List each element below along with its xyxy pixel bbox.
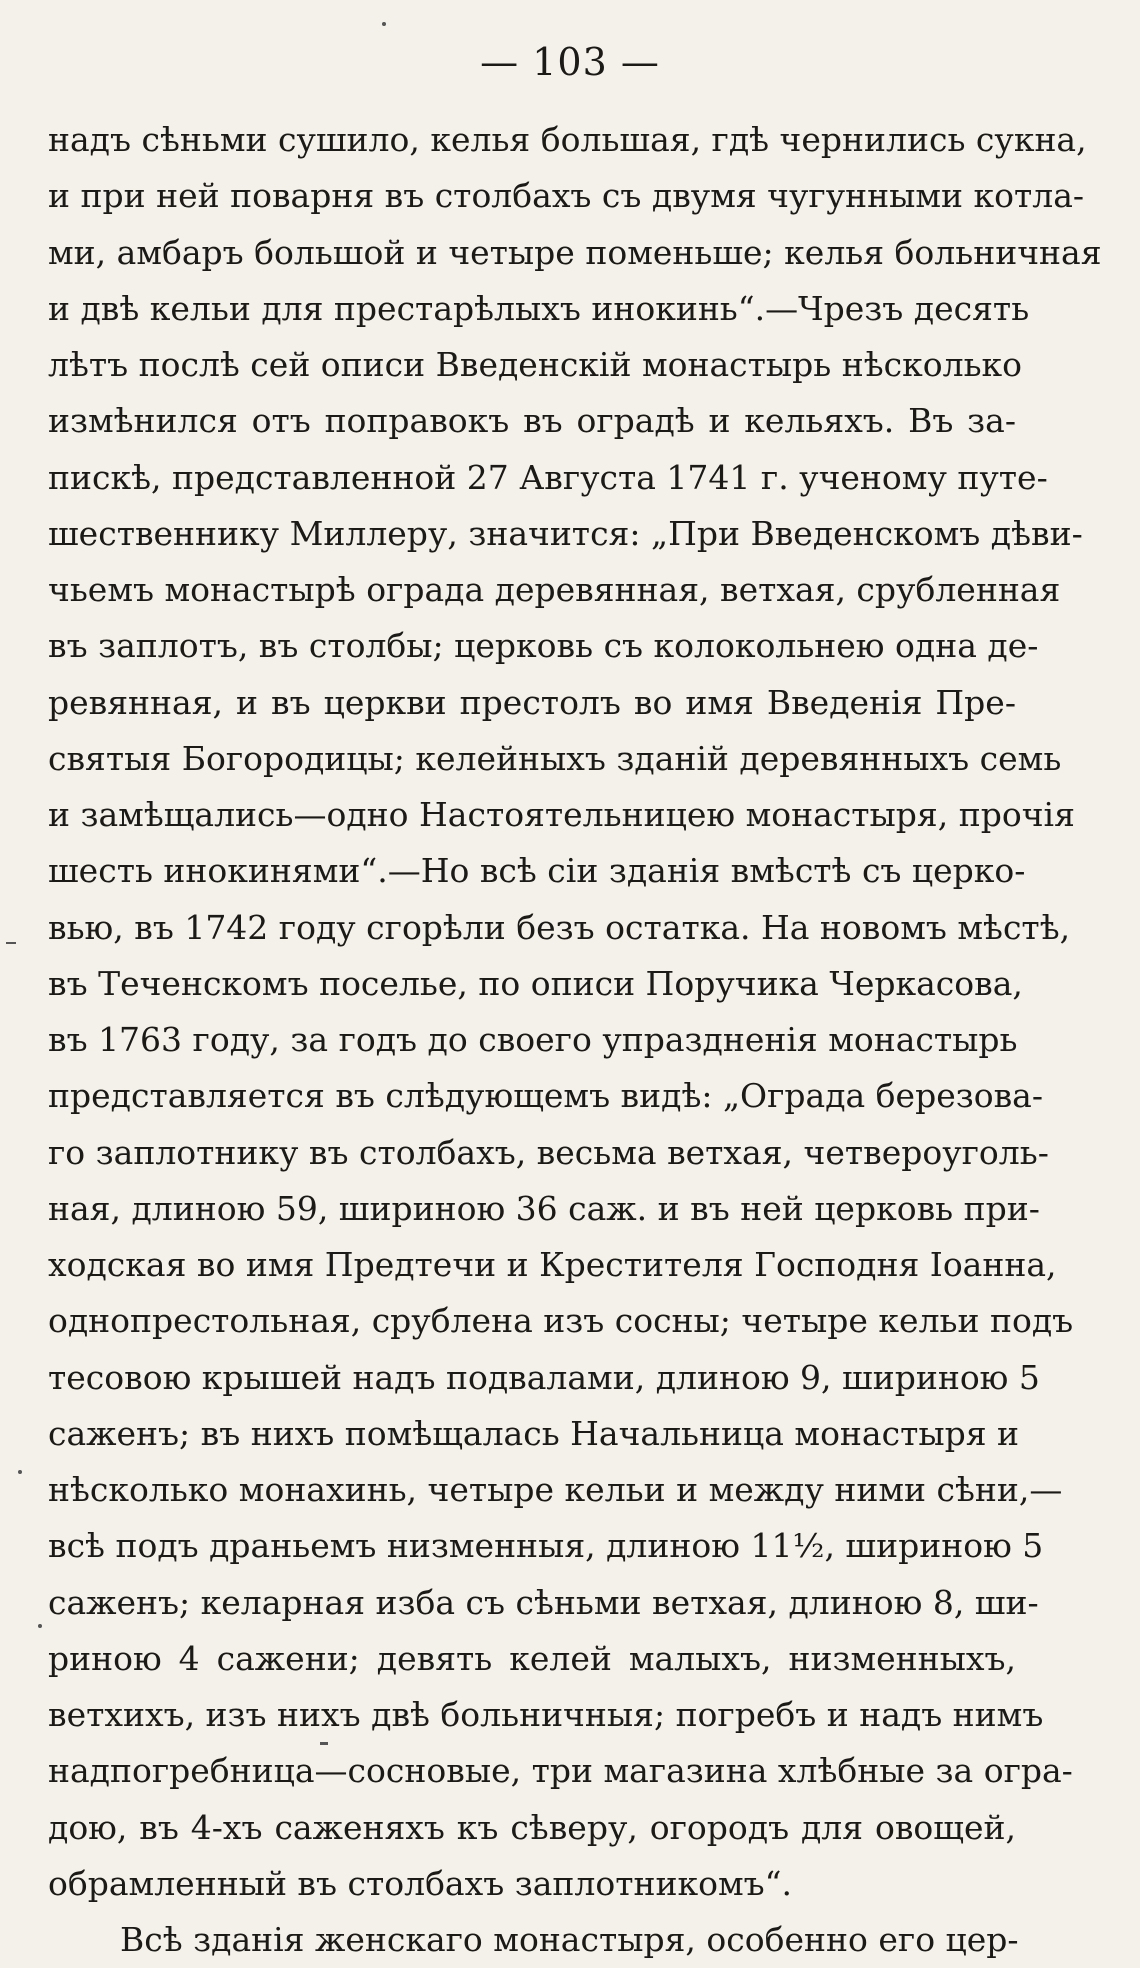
text-line: ревянная, и въ церкви престолъ во имя Введенія Пре- — [48, 682, 1016, 722]
text-line: въ Теченскомъ поселье, по описи Поручика Черкасова, — [48, 963, 1023, 1003]
text-line: нѣсколько монахинь, четыре кельи и между ними сѣни,— — [48, 1470, 1063, 1509]
scan-speck — [320, 1742, 328, 1745]
text-line: въ заплотъ, въ столбы; церковь съ колокольнею одна де- — [48, 626, 1039, 666]
text-line: ветхихъ, изъ нихъ двѣ больничныя; погребъ и надъ нимъ — [48, 1695, 1044, 1734]
text-line: и при ней поварня въ столбахъ съ двумя чугунными котла- — [48, 176, 1085, 216]
text-line: въ 1763 году, за годъ до своего упраздненія монастырь — [48, 1020, 1018, 1059]
text-line: ходская во имя Предтечи и Крестителя Господня Іоанна, — [48, 1245, 1057, 1284]
text-line: риною 4 сажени; девять келей малыхъ, низменныхъ, — [48, 1638, 1016, 1678]
scan-speck — [18, 1470, 22, 1474]
text-line: пискѣ, представленной 27 Августа 1741 г. ученому путе- — [48, 457, 1048, 497]
scan-speck — [382, 22, 386, 26]
text-line: вью, въ 1742 году сгорѣли безъ остатка. На новомъ мѣстѣ, — [48, 907, 1071, 947]
text-line: саженъ; келарная изба съ сѣньми ветхая, длиною 8, ши- — [48, 1582, 1039, 1622]
scan-speck — [6, 942, 16, 944]
scan-speck — [38, 1624, 42, 1628]
text-line: дою, въ 4-хъ саженяхъ къ сѣверу, огородъ для овощей, — [48, 1807, 1016, 1847]
text-line: лѣтъ послѣ сей описи Введенскій монастырь нѣсколько — [48, 345, 1023, 384]
text-line: чьемъ монастырѣ ограда деревянная, ветхая, срубленная — [48, 570, 1061, 609]
text-line: однопрестольная, срублена изъ сосны; четыре кельи подъ — [48, 1301, 1074, 1341]
text-line: шесть инокинями“.—Но всѣ сіи зданія вмѣстѣ съ церко- — [48, 851, 1026, 891]
text-line: и двѣ кельи для престарѣлыхъ инокинь“.—Чрезъ десять — [48, 288, 1030, 328]
text-line: ная, длиною 59, шириною 36 саж. и въ ней церковь при- — [48, 1188, 1040, 1228]
text-line: Всѣ зданія женскаго монастыря, особенно его цер- — [120, 1920, 1019, 1959]
text-line: ми, амбаръ большой и четыре поменьше; келья больничная — [48, 232, 1102, 272]
text-line: надъ сѣньми сушило, келья большая, гдѣ чернились сукна, — [48, 120, 1087, 159]
text-line: святыя Богородицы; келейныхъ зданій деревянныхъ семь — [48, 738, 1062, 778]
text-line: всѣ подъ драньемъ низменныя, длиною 11½, шириною 5 — [48, 1526, 1044, 1566]
text-line: го заплотнику въ столбахъ, весьма ветхая, четвероуголь- — [48, 1132, 1049, 1172]
text-line: шественнику Миллеру, значится: „При Введенскомъ дѣви- — [48, 513, 1083, 553]
page-number: — 103 — — [480, 40, 660, 84]
text-line: тесовою крышей надъ подвалами, длиною 9, шириною 5 — [48, 1357, 1040, 1397]
text-line: надпогребница—сосновые, три магазина хлѣбные за огра- — [48, 1751, 1073, 1791]
paragraph-1 — [48, 112, 1102, 1912]
paragraph-2 — [48, 1912, 1019, 1968]
text-line: и замѣщались—одно Настоятельницею монастыря, прочія — [48, 795, 1075, 834]
text-line: представляется въ слѣдующемъ видѣ: „Ограда березова- — [48, 1076, 1043, 1116]
body-text — [48, 112, 1102, 1968]
text-line: обрамленный въ столбахъ заплотникомъ“. — [48, 1863, 792, 1903]
text-line: измѣнился отъ поправокъ въ оградѣ и кельяхъ. Въ за- — [48, 401, 1016, 441]
text-line: саженъ; въ нихъ помѣщалась Начальница монастыря и — [48, 1413, 1020, 1453]
